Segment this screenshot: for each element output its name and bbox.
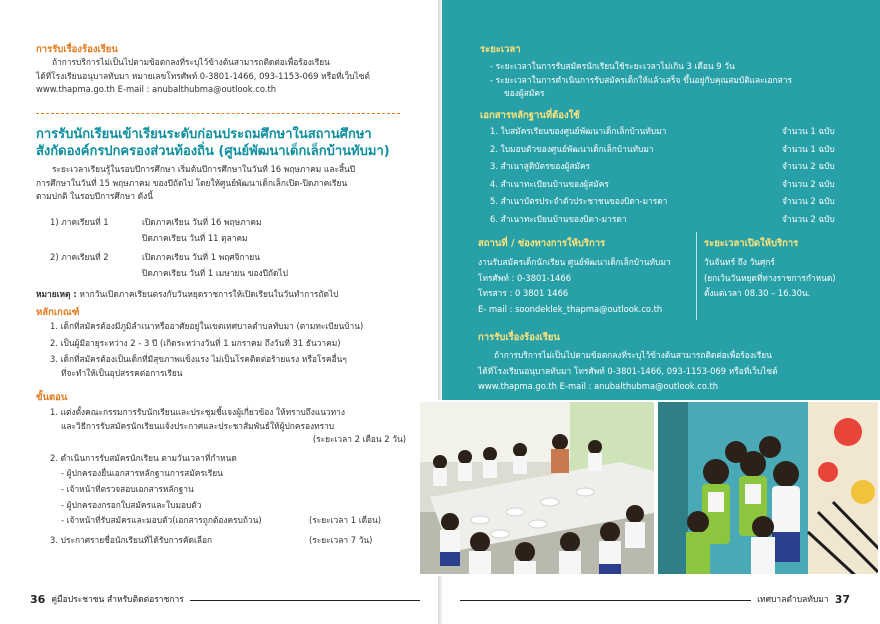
doc-qty: จำนวน 2 ฉบับ [782, 178, 835, 189]
footer-text: คู่มือประชาชน สำหรับติดต่อราชการ [51, 595, 184, 605]
left-complaint-header: การรับเรื่องร้องเรียน [36, 44, 118, 55]
intro-line: ระยะเวลาเรียนรู้ในรอบปีการศึกษา เริ่มต้นปีการศึกษาในวันที่ 16 พฤษภาคม และสิ้นปี [52, 164, 356, 174]
right-complaint [478, 330, 870, 395]
place-line: E- mail : soondeklek_thapma@outlook.co.th [478, 303, 663, 314]
left-complaint-line: ถ้าการบริการไม่เป็นไปตามข้อตกลงที่ระบุไว้ข้างต้นสามารถติดต่อเพื่อร้องเรียน [52, 57, 330, 67]
docs-header: เอกสารหลักฐานที่ต้องใช้ [480, 110, 580, 121]
doc-name: 3. สำเนาสูติบัตรของผู้สมัคร [490, 161, 591, 172]
place-header: สถานที่ / ช่องทางการให้บริการ [478, 238, 606, 249]
doc-qty: จำนวน 1 ฉบับ [782, 126, 835, 136]
page-number: 37 [834, 592, 850, 606]
doc-name: 6. สำเนาทะเบียนบ้านของบิดา-มารดา [490, 213, 627, 224]
term-close: ปิดภาคเรียน วันที่ 11 ตุลาคม [142, 232, 248, 243]
intro-line: การศึกษาในวันที่ 15 พฤษภาคม ของปีถัดไป โดยให้ศูนย์พัฒนาเด็กเล็กเปิด-ปิดภาคเรียน [36, 177, 348, 188]
photo-children-group [656, 400, 880, 576]
criteria-item: ที่จะทำให้เป็นอุปสรรคต่อการเรียน [61, 367, 183, 378]
place-line: โทรสาร : 0 3801 1466 [478, 288, 569, 298]
step-line: 3. ประกาศรายชื่อนักเรียนที่ได้รับการคัดเลือก [50, 534, 213, 545]
doc-qty: จำนวน 2 ฉบับ [782, 196, 835, 207]
note-text: หากวันเปิดภาคเรียนตรงกับวันหยุดราชการให้เปิดเรียนในวันทำการถัดไป [76, 289, 339, 299]
criteria-header: หลักเกณฑ์ [36, 307, 80, 318]
step-item: - เจ้าหน้าที่รับสมัครและมอบตัว(เอกสารถูกต้องครบถ้วน) [61, 515, 262, 526]
hours-line: (ยกเว้นวันหยุดที่ทางราชการกำหนด) [704, 272, 836, 283]
right-complaint-header: การรับเรื่องร้องเรียน [478, 332, 560, 343]
lunch-scene-illustration [420, 402, 656, 576]
note-label: หมายเหตุ : [36, 289, 77, 299]
photo-children-lunch [418, 400, 656, 576]
criteria-list [50, 320, 420, 380]
term-close: ปิดภาคเรียน วันที่ 1 เมษายน ของปีถัดไป [142, 267, 288, 278]
doc-qty: จำนวน 2 ฉบับ [782, 161, 835, 172]
duration-header: ระยะเวลา [480, 44, 521, 55]
right-content [480, 42, 860, 101]
steps-header: ขั้นตอน [36, 392, 68, 403]
steps-list [50, 406, 406, 547]
right-complaint-line: ถ้าการบริการไม่เป็นไปตามข้อตกลงที่ระบุไว้ข้างต้นสามารถติดต่อเพื่อร้องเรียน [494, 350, 772, 360]
group-scene-illustration [658, 402, 880, 576]
section-title-line-1: การรับนักเรียนเข้าเรียนระดับก่อนประถมศึกษาในสถานศึกษา [36, 127, 372, 142]
service-hours [704, 236, 874, 302]
criteria-item: 3. เด็กที่สมัครต้องเป็นเด็กที่มีสุขภาพแข็งแรง ไม่เป็นโรคติดต่อร้ายแรง หรือโรคอื่นๆ [50, 354, 347, 365]
section-title-line-2: สังกัดองค์กรปกครองส่วนท้องถิ่น (ศูนย์พัฒนาเด็กเล็กบ้านทับมา) [36, 144, 390, 159]
left-complaint-line: www.thapma.go.th E-mail : anubalthubma@outlook.co.th [36, 84, 277, 95]
doc-name: 1. ใบสมัครเรียนของศูนย์พัฒนาเด็กเล็กบ้านทับมา [490, 126, 667, 136]
criteria-item: 2. เป็นผู้มีอายุระหว่าง 2 - 3 ปี (เกิดระหว่างวันที่ 1 มกราคม ถึงวันที่ 31 ธันวาคม) [50, 337, 341, 348]
column-divider [696, 232, 697, 320]
term-open: เปิดภาคเรียน วันที่ 1 พฤศจิกายน [142, 252, 260, 263]
dashed-divider [36, 113, 400, 114]
intro-line: ตามปกติ ในรอบปีการศึกษา ดังนี้ [36, 191, 153, 202]
place-line: งานรับสมัครเด็กนักเรียน ศูนย์พัฒนาเด็กเล็กบ้านทับมา [478, 257, 671, 267]
doc-name: 4. สำเนาทะเบียนบ้านของผู้สมัคร [490, 178, 609, 189]
duration-item: - ระยะเวลาในการรับสมัครนักเรียนใช้ระยะเวลาไม่เกิน 3 เดือน 9 วัน [490, 61, 735, 71]
page-number: 36 [30, 592, 46, 606]
duration-item: ของผู้สมัคร [504, 88, 545, 99]
step-time: (ระยะเวลา 1 เดือน) [309, 515, 382, 526]
step-item: - ผู้ปกครองกรอกใบสมัครและใบมอบตัว [61, 499, 202, 510]
step-line: 1. แต่งตั้งคณะกรรมการรับนักเรียนและประชุมชี้แจงผู้เกี่ยวข้อง ให้ทราบถึงแนวทาง [50, 407, 345, 417]
term-label: 1) ภาคเรียนที่ 1 [50, 217, 109, 227]
term-label: 2) ภาคเรียนที่ 2 [50, 252, 109, 263]
note [36, 288, 426, 302]
term-open: เปิดภาคเรียน วันที่ 16 พฤษภาคม [142, 217, 262, 227]
hours-line: วันจันทร์ ถึง วันศุกร์ [704, 257, 775, 267]
right-complaint-line: ได้ที่โรงเรียนอนุบาลทับมา โทรศัพท์ 0-3801-1466, 093-1153-069 หรือที่เว็บไซต์ [478, 365, 778, 376]
place-line: โทรศัพท์ : 0-3801-1466 [478, 272, 572, 283]
term-schedule [50, 216, 410, 280]
docs-list [490, 123, 850, 229]
doc-qty: จำนวน 2 ฉบับ [782, 213, 835, 224]
criteria-item: 1. เด็กที่สมัครต้องมีภูมิลำเนาหรืออาศัยอยู่ในเขตเทศบาลตำบลทับมา (ตามทะเบียนบ้าน) [50, 321, 364, 331]
step-item: - ผู้ปกครองยื่นเอกสารหลักฐานการสมัครเรียน [61, 468, 223, 479]
step-line: และวิธีการรับสมัครนักเรียนแจ้งประกาศและประชาสัมพันธ์ให้ผู้ปกครองทราบ [61, 420, 335, 431]
doc-name: 5. สำเนาบัตรประจำตัวประชาชนของบิดา-มารดา [490, 196, 668, 207]
step-line: 2. ดำเนินการรับสมัครนักเรียน ตามวันเวลาที่กำหนด [50, 452, 237, 463]
hours-header: ระยะเวลาเปิดให้บริการ [704, 238, 799, 249]
right-footer [751, 592, 850, 606]
service-location [478, 236, 688, 317]
left-footer [30, 592, 190, 606]
footer-text: เทศบาลตำบลทับมา [757, 595, 829, 605]
step-time: (ระยะเวลา 2 เดือน 2 วัน) [312, 434, 406, 445]
step-time: (ระยะเวลา 7 วัน) [309, 534, 373, 545]
doc-qty: จำนวน 1 ฉบับ [782, 143, 835, 154]
doc-name: 2. ใบมอบตัวของศูนย์พัฒนาเด็กเล็กบ้านทับมา [490, 143, 654, 154]
hours-line: ตั้งแต่เวลา 08.30 – 16.30น. [704, 288, 811, 298]
step-item: - เจ้าหน้าที่ตรวจสอบเอกสารหลักฐาน [61, 483, 194, 494]
right-complaint-line: www.thapma.go.th E-mail : anubalthubma@outlook.co.th [478, 381, 719, 391]
left-complaint-line: ได้ที่โรงเรียนอนุบาลทับมา หมายเลขโทรศัพท์ 0-3801-1466, 093-1153-069 หรือที่เว็บไซต์ [36, 70, 370, 81]
duration-item: - ระยะเวลาในการดำเนินการรับสมัครเด็กให้แล้วเสร็จ ขึ้นอยู่กับคุณสมบัติและเอกสาร [490, 74, 792, 85]
